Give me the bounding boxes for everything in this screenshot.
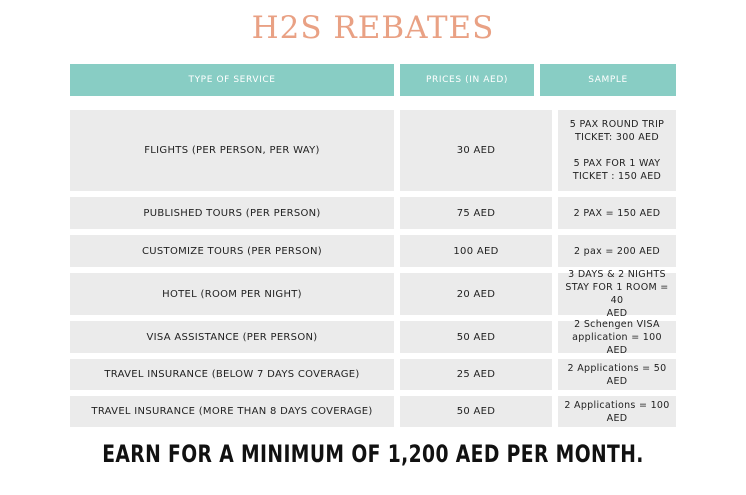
table-row-price: 100 AED	[400, 235, 552, 267]
header-prices: PRICES (IN AED)	[400, 64, 534, 96]
table-row-service: PUBLISHED TOURS (PER PERSON)	[70, 197, 394, 229]
table-row-sample: 2 PAX = 150 AED	[558, 197, 676, 229]
footer-note: EARN FOR A MINIMUM OF 1,200 AED PER MONTH.	[102, 440, 644, 468]
table-row-sample: 2 Applications = 50 AED	[558, 359, 676, 390]
table-row-service: CUSTOMIZE TOURS (PER PERSON)	[70, 235, 394, 267]
table-row-price: 75 AED	[400, 197, 552, 229]
table-row-service: VISA ASSISTANCE (PER PERSON)	[70, 321, 394, 353]
table-row-sample: 2 Schengen VISA application = 100 AED	[558, 321, 676, 353]
table-row-sample: 3 DAYS & 2 NIGHTS STAY FOR 1 ROOM = 40 AED	[558, 273, 676, 315]
header-type-of-service: TYPE OF SERVICE	[70, 64, 394, 96]
table-row-service: TRAVEL INSURANCE (BELOW 7 DAYS COVERAGE)	[70, 359, 394, 390]
header-sample: SAMPLE	[540, 64, 676, 96]
table-row-price: 50 AED	[400, 321, 552, 353]
table-row-price: 20 AED	[400, 273, 552, 315]
table-row-price: 30 AED	[400, 110, 552, 191]
page-title: H2S REBATES	[251, 10, 495, 46]
table-row-price: 50 AED	[400, 396, 552, 427]
table-row-sample: 2 Applications = 100 AED	[558, 396, 676, 427]
table-row-service: FLIGHTS (PER PERSON, PER WAY)	[70, 110, 394, 191]
table-row-service: TRAVEL INSURANCE (MORE THAN 8 DAYS COVERAGE)	[70, 396, 394, 427]
table-row-service: HOTEL (ROOM PER NIGHT)	[70, 273, 394, 315]
table-row-sample: 2 pax = 200 AED	[558, 235, 676, 267]
table-row-price: 25 AED	[400, 359, 552, 390]
table-row-sample: 5 PAX ROUND TRIP TICKET: 300 AED 5 PAX FOR 1 WAY TICKET : 150 AED	[558, 110, 676, 191]
